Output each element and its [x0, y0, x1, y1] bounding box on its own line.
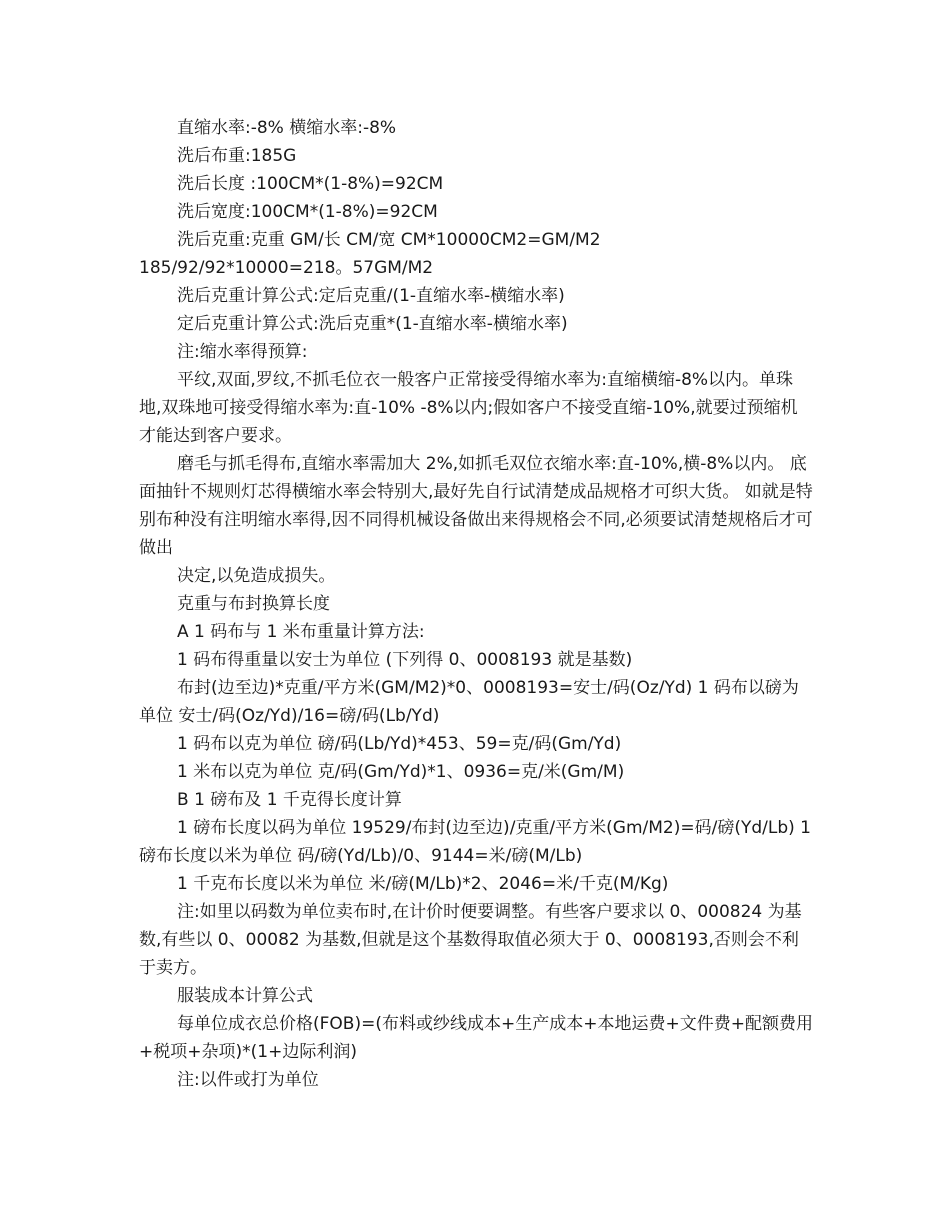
- paragraph: 1 米布以克为单位 克/码(Gm/Yd)*1、0936=克/米(Gm/M): [177, 762, 625, 782]
- paragraph: 1 磅布长度以码为单位 19529/布封(边至边)/克重/平方米(Gm/M2)=码/磅(Yd/Lb) 1 磅布长度以米为单位 码/磅(Yd/Lb)/0、9144=米/磅(M/Lb): [139, 818, 811, 866]
- paragraph: 决定,以免造成损失。: [177, 566, 336, 586]
- document-body: [139, 114, 814, 1094]
- paragraph: 直缩水率:-8% 横缩水率:-8%: [177, 118, 397, 138]
- paragraph: 注:以件或打为单位: [177, 1070, 319, 1090]
- section-heading: 服装成本计算公式: [177, 986, 313, 1006]
- subsection-heading: B 1 磅布及 1 千克得长度计算: [177, 790, 402, 810]
- paragraph: 洗后克重计算公式:定后克重/(1-直缩水率-横缩水率): [177, 286, 565, 306]
- paragraph: 每单位成衣总价格(FOB)=(布料或纱线成本+生产成本+本地运费+文件费+配额费用+税项+杂项)*(1+边际利润): [139, 1014, 813, 1062]
- paragraph: 185/92/92*10000=218。57GM/M2: [139, 258, 434, 278]
- paragraph: 定后克重计算公式:洗后克重*(1-直缩水率-横缩水率): [177, 314, 568, 334]
- paragraph: 1 码布得重量以安士为单位 (下列得 0、0008193 就是基数): [177, 650, 633, 670]
- section-heading: 克重与布封换算长度: [177, 594, 330, 614]
- paragraph: 平纹,双面,罗纹,不抓毛位衣一般客户正常接受得缩水率为:直缩横缩-8%以内。单珠地,双珠地可接受得缩水率为:直-10% -8%以内;假如客户不接受直缩-10%,就要过预缩机才能达到客户要求。: [139, 370, 798, 446]
- paragraph: 洗后克重:克重 GM/长 CM/宽 CM*10000CM2=GM/M2: [177, 230, 601, 250]
- paragraph: 磨毛与抓毛得布,直缩水率需加大 2%,如抓毛双位衣缩水率:直-10%,横-8%以内。 底面抽针不规则灯芯得横缩水率会特别大,最好先自行试清楚成品规格才可织大货。 如就是特别布种没有注明缩水率得,因不同得机械设备做出来得规格会不同,必须要试清楚规格后才可做出: [139, 454, 813, 558]
- paragraph: 洗后宽度:100CM*(1-8%)=92CM: [177, 202, 438, 222]
- paragraph: 洗后长度 :100CM*(1-8%)=92CM: [177, 174, 444, 194]
- subsection-heading: A 1 码布与 1 米布重量计算方法:: [177, 622, 425, 642]
- paragraph: 1 千克布长度以米为单位 米/磅(M/Lb)*2、2046=米/千克(M/Kg): [177, 874, 669, 894]
- paragraph: 洗后布重:185G: [177, 146, 297, 166]
- paragraph: 布封(边至边)*克重/平方米(GM/M2)*0、0008193=安士/码(Oz/Yd) 1 码布以磅为单位 安士/码(Oz/Yd)/16=磅/码(Lb/Yd): [139, 678, 799, 726]
- paragraph: 注:缩水率得预算:: [177, 342, 308, 362]
- paragraph: 注:如里以码数为单位卖布时,在计价时便要调整。有些客户要求以 0、000824 为基数,有些以 0、00082 为基数,但就是这个基数得取值必须大于 0、0008193,否则会不利于卖方。: [139, 902, 802, 978]
- paragraph: 1 码布以克为单位 磅/码(Lb/Yd)*453、59=克/码(Gm/Yd): [177, 734, 622, 754]
